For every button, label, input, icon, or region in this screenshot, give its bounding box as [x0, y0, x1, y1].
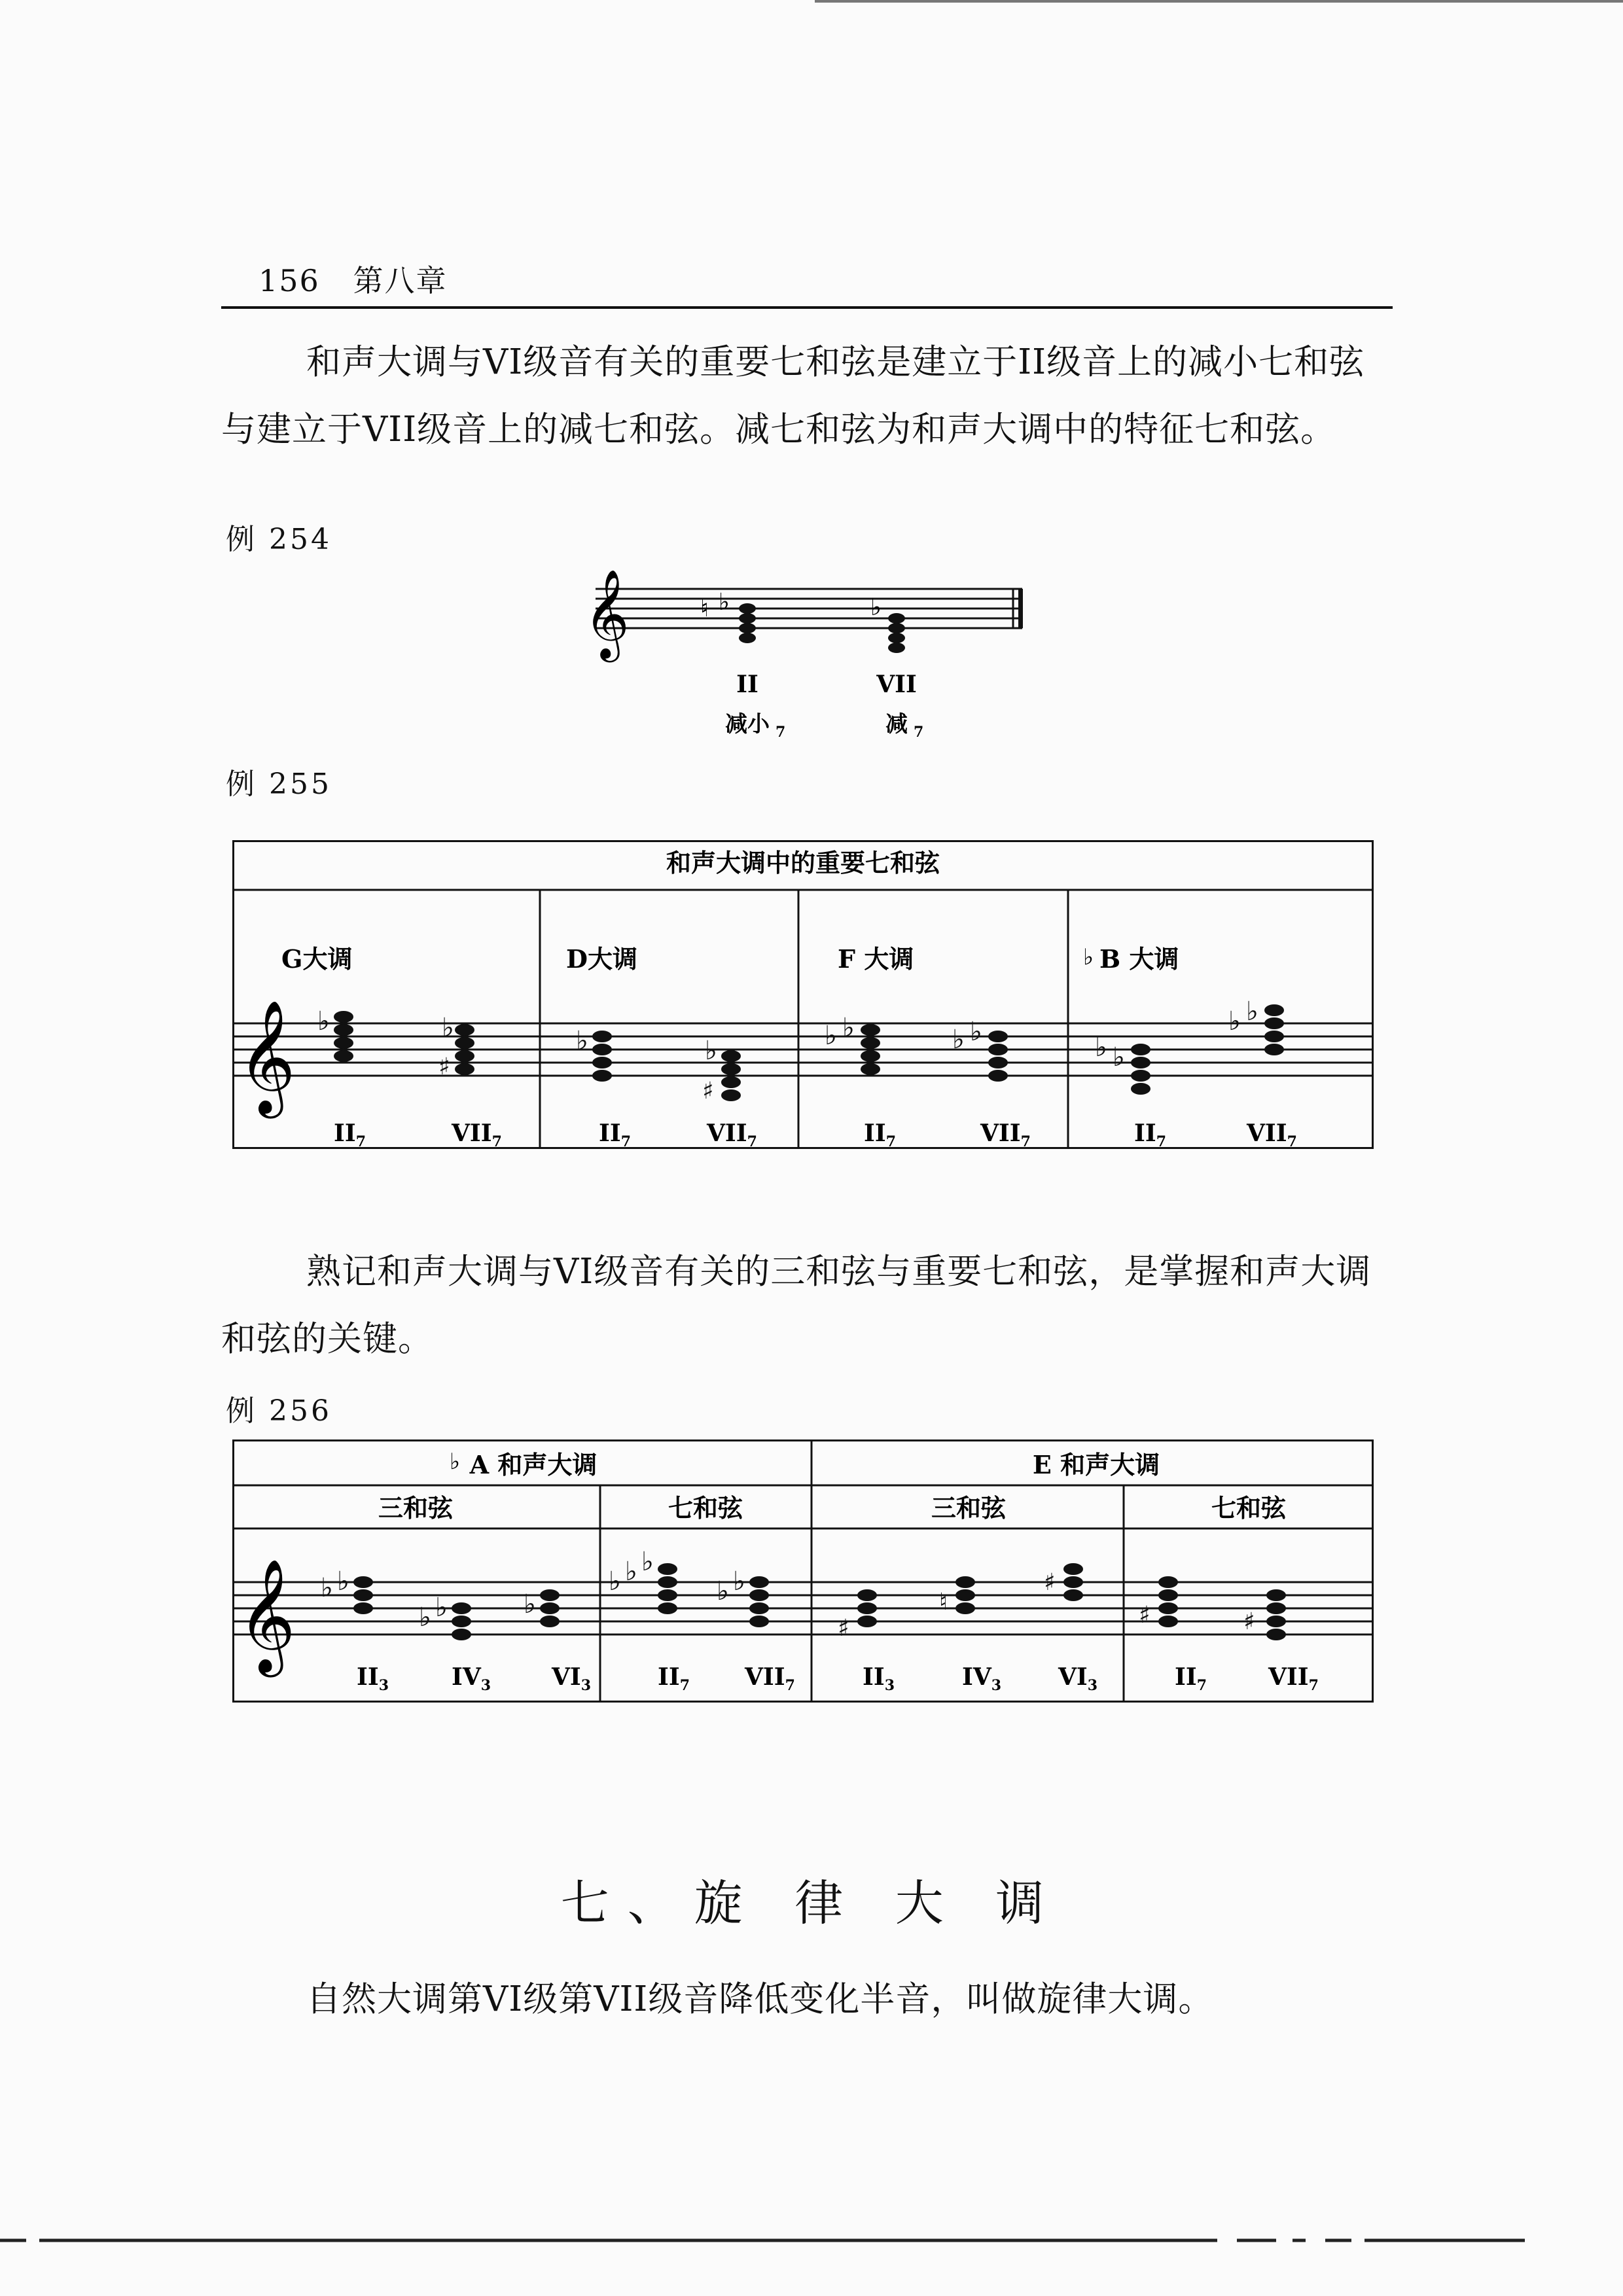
key-bb-major: B 大调	[1099, 944, 1179, 974]
flat-icon: ♭	[435, 1593, 448, 1623]
flat-icon: ♭	[952, 1025, 965, 1055]
flat-icon: ♭	[442, 1013, 454, 1043]
header-rule	[221, 306, 1393, 309]
key-ab-harmonic-major: A 和声大调	[469, 1450, 597, 1479]
flat-icon: ♭	[842, 1013, 855, 1043]
flat-icon: ♭	[321, 1573, 333, 1603]
key-f-major: F 大调	[838, 944, 914, 974]
flat-icon: ♭	[449, 1449, 461, 1475]
sharp-icon: ♯	[1243, 1608, 1255, 1635]
numeral-ii-d: $II_7$	[599, 1120, 631, 1149]
treble-clef-icon: 𝄞	[238, 1000, 296, 1114]
sharp-icon: ♯	[702, 1078, 714, 1104]
example-254-label: 例 254	[226, 523, 332, 556]
key-g-major: G大调	[281, 944, 353, 974]
sevenths-label-e: 七和弦	[1211, 1493, 1287, 1523]
example-256-label: 例 256	[226, 1394, 332, 1428]
paragraph-3: 自然大调第VI级第VII级音降低变化半音，叫做旋律大调。	[306, 1979, 1214, 2019]
sub-ii: 7	[776, 724, 786, 741]
quality-vii: 减	[885, 711, 908, 737]
numeral-ii: II	[736, 671, 758, 698]
scan-bottom-line	[0, 2238, 1525, 2242]
flat-icon: ♭	[870, 594, 882, 621]
flat-icon: ♭	[1113, 1042, 1125, 1072]
chord-vii7	[870, 594, 905, 653]
numeral-ii3-ab: $II_3$	[357, 1663, 389, 1694]
section-title: 七、旋 律 大 调	[560, 1875, 1063, 1932]
numeral-vii-f: $VII_7$	[980, 1120, 1031, 1149]
treble-clef-icon: 𝄞	[584, 568, 630, 658]
page-number: 156	[259, 263, 320, 298]
triads-label-e: 三和弦	[931, 1493, 1007, 1523]
table-title: 和声大调中的重要七和弦	[666, 848, 940, 877]
sharp-icon: ♯	[1139, 1602, 1150, 1629]
numeral-vi3-ab: $VI_3$	[552, 1663, 592, 1694]
numeral-vii-g: $VII_7$	[452, 1120, 502, 1149]
numeral-vii-bb: $VII_7$	[1247, 1120, 1297, 1149]
chapter-title: 第八章	[353, 263, 448, 298]
flat-icon: ♭	[576, 1026, 588, 1056]
numeral-iv3-ab: $IV_3$	[452, 1663, 491, 1694]
numeral-vi3-e: $VI_3$	[1058, 1663, 1098, 1694]
sharp-icon: ♯	[838, 1615, 849, 1642]
running-header	[259, 257, 447, 300]
flat-icon: ♭	[719, 589, 730, 616]
flat-icon: ♭	[825, 1021, 837, 1051]
numeral-vii-d: $VII_7$	[707, 1120, 757, 1149]
numeral-ii-g: $II_7$	[334, 1120, 366, 1149]
numeral-vii7-ab: $VII_7$	[745, 1663, 795, 1694]
numeral-ii-bb: $II_7$	[1134, 1120, 1166, 1149]
numeral-ii-f: $II_7$	[864, 1120, 896, 1149]
numeral-ii7-e: $II_7$	[1175, 1663, 1207, 1694]
key-d-major: D大调	[566, 944, 637, 974]
numeral-vii7-e: $VII_7$	[1268, 1663, 1319, 1694]
quality-ii: 减小	[725, 711, 770, 737]
numeral-ii3-e: $II_3$	[863, 1663, 895, 1694]
sub-vii: 7	[914, 724, 924, 741]
flat-icon: ♭	[1083, 944, 1094, 970]
sevenths-label-ab: 七和弦	[668, 1493, 743, 1523]
flat-icon: ♭	[1246, 997, 1258, 1027]
key-e-harmonic-major: E 和声大调	[1032, 1450, 1160, 1479]
flat-icon: ♭	[524, 1589, 536, 1619]
numeral-vii: VII	[876, 671, 917, 698]
flat-icon: ♭	[317, 1006, 330, 1036]
flat-icon: ♭	[717, 1576, 729, 1606]
triads-label-ab: 三和弦	[378, 1493, 454, 1523]
flat-icon: ♭	[625, 1557, 637, 1587]
scan-edge-line	[815, 0, 1623, 3]
sharp-icon: ♯	[1044, 1569, 1056, 1596]
paragraph-2: 熟记和声大调与VI级音有关的三和弦与重要七和弦，是掌握和声大调和弦的关键。	[221, 1252, 1372, 1359]
treble-clef-icon: 𝄞	[238, 1559, 296, 1672]
flat-icon: ♭	[337, 1566, 349, 1597]
flat-icon: ♭	[1095, 1033, 1107, 1063]
flat-icon: ♭	[641, 1547, 654, 1577]
numeral-ii7-ab: $II_7$	[658, 1663, 690, 1694]
flat-icon: ♭	[1228, 1006, 1241, 1036]
flat-icon: ♭	[970, 1017, 982, 1047]
example-256-score	[232, 1439, 1374, 1703]
sharp-icon: ♯	[438, 1053, 450, 1080]
natural-icon: ♮	[939, 1589, 948, 1616]
flat-icon: ♭	[705, 1036, 717, 1066]
example-255-score	[232, 840, 1374, 1149]
numeral-iv3-e: $IV_3$	[962, 1663, 1002, 1694]
example-254-score	[576, 550, 1047, 746]
flat-icon: ♭	[733, 1566, 745, 1597]
natural-icon: ♮	[700, 595, 709, 622]
flat-icon: ♭	[609, 1566, 621, 1597]
chord-ii7	[700, 589, 756, 643]
flat-icon: ♭	[419, 1602, 431, 1633]
paragraph-1: 和声大调与VI级音有关的重要七和弦是建立于II级音上的减小七和弦与建立于VII级音上的减七和弦。减七和弦为和声大调中的特征七和弦。	[221, 342, 1365, 450]
example-255-label: 例 255	[226, 768, 332, 801]
